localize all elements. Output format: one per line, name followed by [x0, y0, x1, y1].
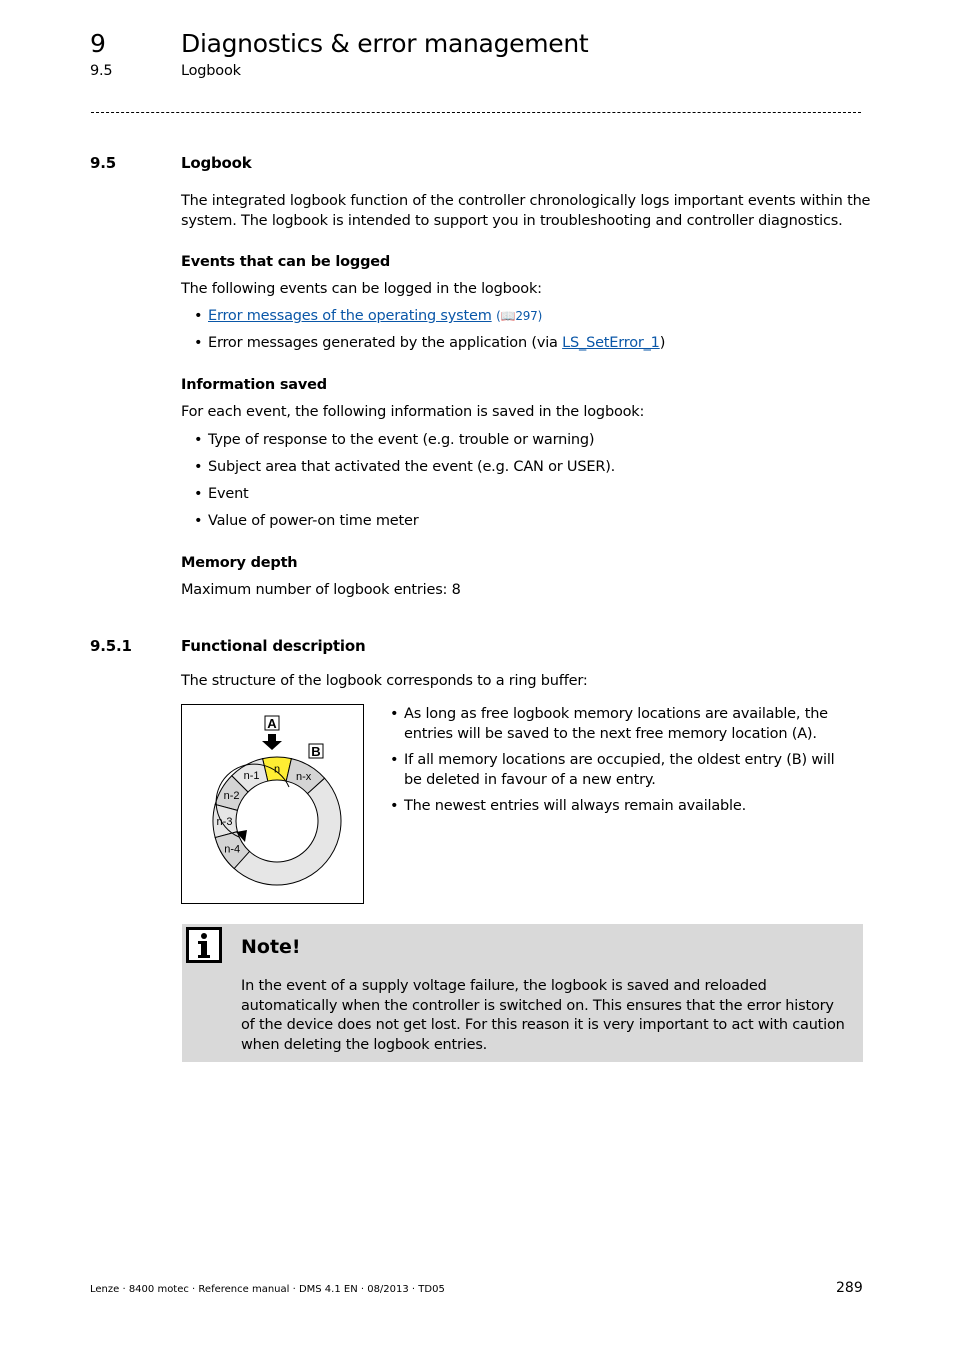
segment-label: n-x [296, 770, 312, 783]
info-item: • Type of response to the event (e.g. trouble or warning) [208, 431, 594, 451]
segment-label: n-4 [224, 843, 241, 856]
ring-buffer-diagram [181, 704, 364, 904]
functional-lead: The structure of the logbook corresponds to a ring buffer: [181, 673, 588, 689]
info-item: • Event [208, 485, 249, 505]
header-section-number: 9.5 [90, 63, 113, 79]
functional-bullet: • As long as free logbook memory locations are available, the entries will be saved to the next free memory location (A). [404, 705, 854, 744]
subsection-number: 9.5.1 [90, 637, 132, 655]
os-error-link[interactable]: Error messages of the operating system [208, 308, 492, 324]
marker-a: A [267, 716, 277, 731]
intro-paragraph: The integrated logbook function of the controller chronologically logs important events within the system. The logbook is intended to support you in troubleshooting and controller diagnostics. [181, 193, 871, 229]
chapter-title: Diagnostics & error management [181, 29, 589, 58]
note-box [182, 924, 863, 1062]
section-title: Logbook [181, 154, 252, 172]
info-item: • Value of power-on time meter [208, 512, 418, 532]
memory-heading: Memory depth [181, 555, 298, 571]
segment-label: n-3 [216, 816, 233, 828]
ls-seterror-link[interactable]: LS_SetError_1 [562, 335, 660, 351]
info-heading: Information saved [181, 377, 327, 393]
functional-bullet: • If all memory locations are occupied, the oldest entry (B) will be deleted in favour of a new entry. [404, 751, 854, 790]
item-text: Error messages generated by the application (via [208, 335, 563, 351]
functional-bullet: • The newest entries will always remain available. [404, 797, 854, 817]
events-lead: The following events can be logged in the logbook: [181, 281, 542, 297]
page-ref-number: 297 [515, 309, 538, 323]
info-lead: For each event, the following information is saved in the logbook: [181, 404, 645, 420]
events-heading: Events that can be logged [181, 254, 391, 270]
section-number: 9.5 [90, 154, 116, 172]
memory-text: Maximum number of logbook entries: 8 [181, 582, 461, 598]
events-item-1 [208, 307, 542, 327]
segment-label: n-1 [243, 770, 260, 783]
page-ref[interactable]: (📖297) [496, 309, 543, 323]
header-section-title: Logbook [181, 63, 241, 79]
note-title: Note! [241, 936, 301, 958]
info-icon [186, 927, 222, 963]
subsection-title: Functional description [181, 637, 366, 655]
segment-label: n-2 [223, 789, 240, 802]
item-text-end: ) [659, 335, 666, 351]
page-number: 289 [836, 1280, 863, 1296]
divider [91, 112, 861, 113]
info-item: • Subject area that activated the event (e.g. CAN or USER). [208, 458, 615, 478]
segment-label: n [273, 763, 281, 776]
footer-text: Lenze · 8400 motec · Reference manual · DMS 4.1 EN · 08/2013 · TD05 [90, 1284, 445, 1295]
marker-b: B [311, 744, 321, 759]
book-icon: 📖 [500, 309, 516, 323]
events-item-2 [208, 334, 665, 354]
note-text: In the event of a supply voltage failure, the logbook is saved and reloaded automatically when the controller is switched on. This ensures that the error history of the device does not get lost. For this reason it is very important to act with caution when deleting the logbook entries. [241, 978, 845, 1053]
chapter-number: 9 [90, 29, 106, 58]
